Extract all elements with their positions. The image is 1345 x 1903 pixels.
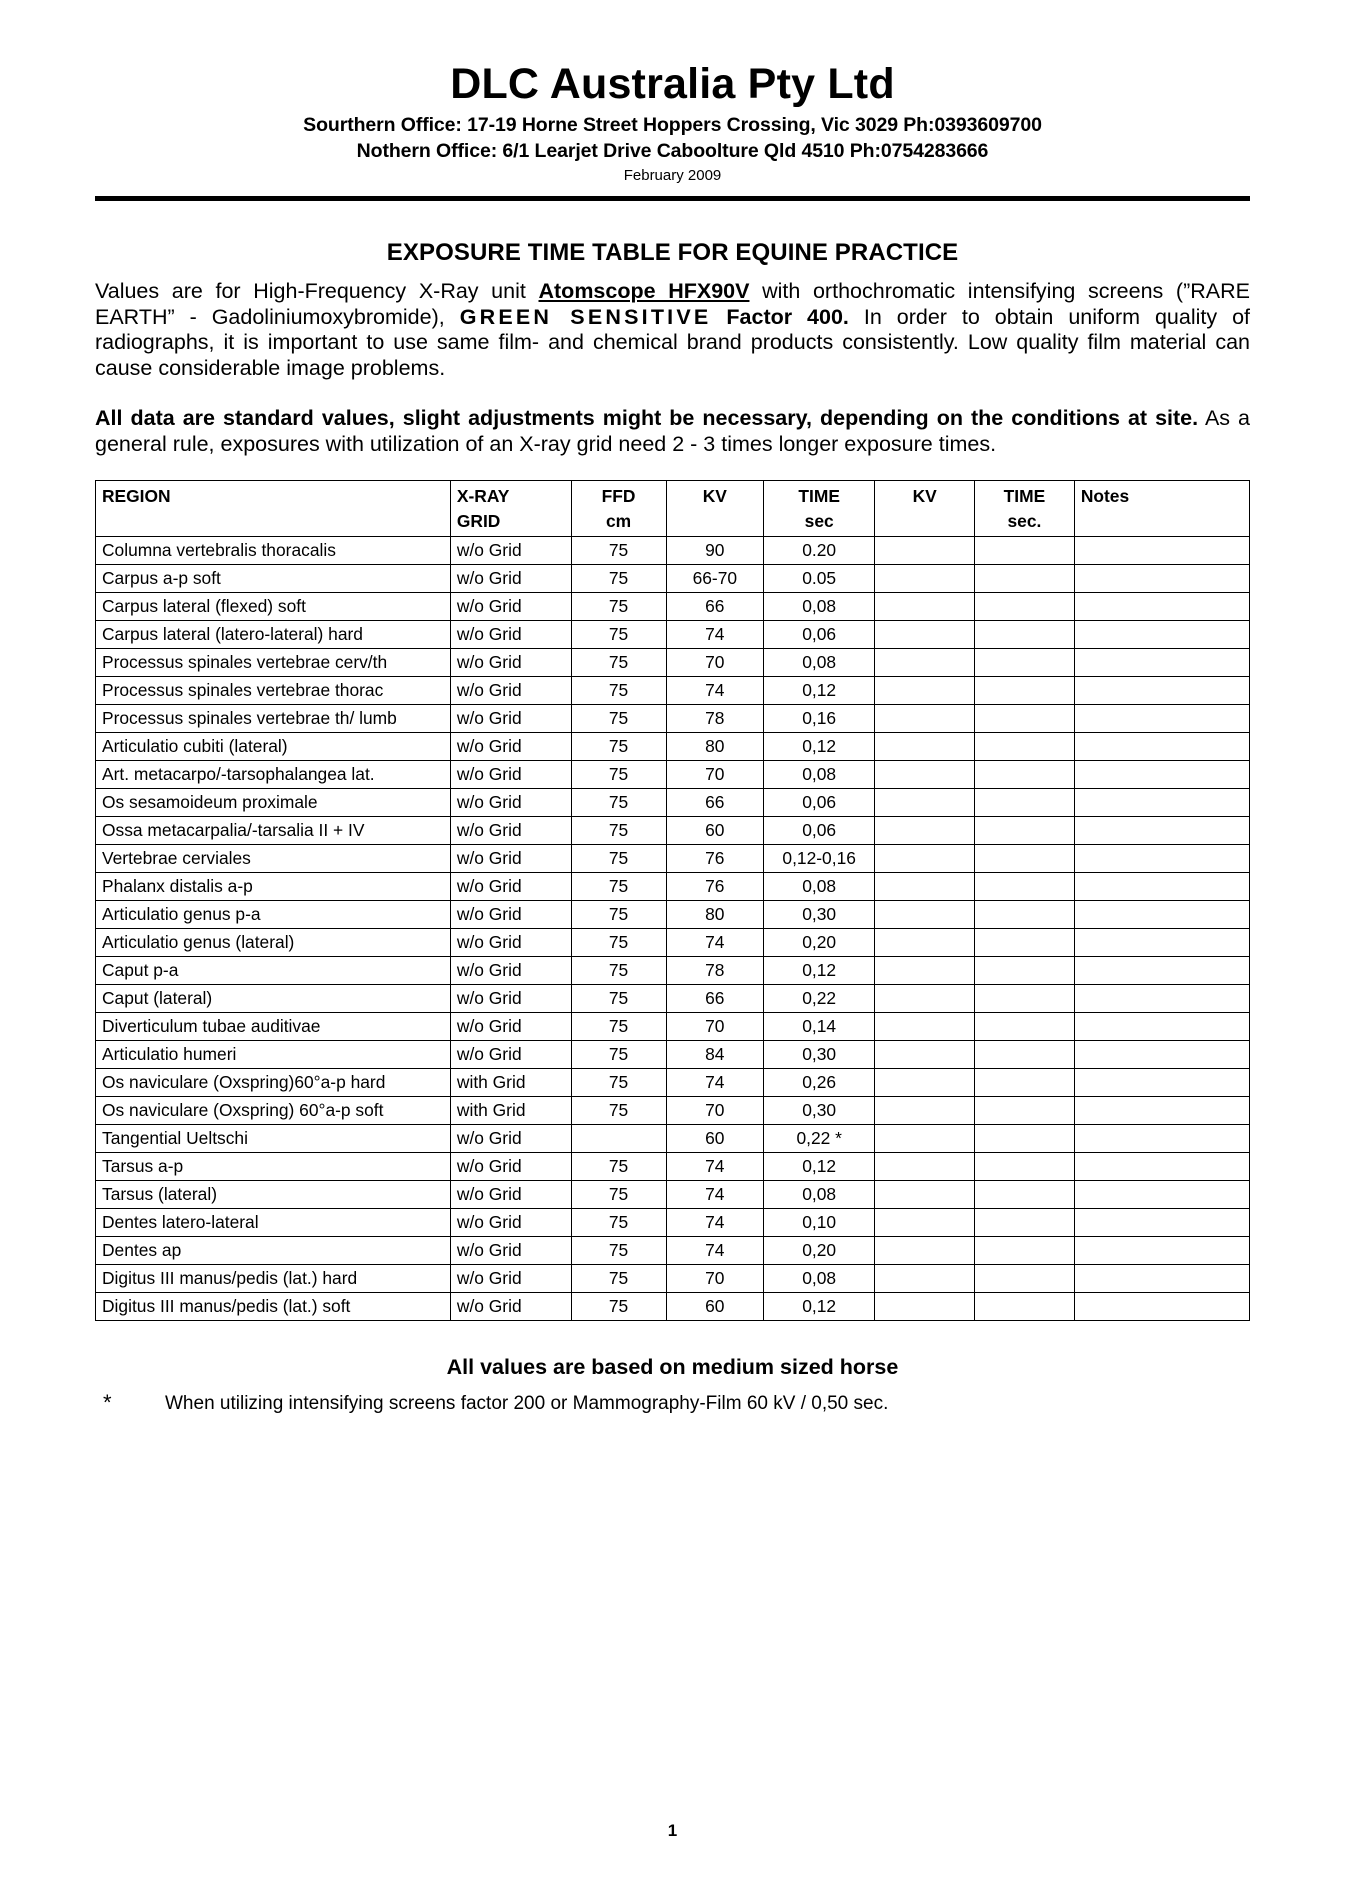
cell-region: Dentes ap <box>96 1236 451 1264</box>
cell-time-2 <box>975 984 1075 1012</box>
cell-time-1: 0,14 <box>764 1012 875 1040</box>
cell-time-2 <box>975 1152 1075 1180</box>
company-name: DLC Australia Pty Ltd <box>450 60 895 108</box>
cell-ffd: 75 <box>571 928 666 956</box>
cell-time-2 <box>975 592 1075 620</box>
notice-paragraph <box>95 406 1250 458</box>
cell-xray-grid: w/o Grid <box>450 536 571 564</box>
page-number: 1 <box>667 1821 678 1840</box>
intro-paragraph <box>95 279 1250 382</box>
cell-region: Articulatio cubiti (lateral) <box>96 732 451 760</box>
cell-notes <box>1074 900 1249 928</box>
cell-xray-grid: w/o Grid <box>450 900 571 928</box>
table-row <box>96 1040 1250 1068</box>
cell-ffd: 75 <box>571 564 666 592</box>
cell-ffd: 75 <box>571 620 666 648</box>
table-row <box>96 648 1250 676</box>
cell-region: Carpus a-p soft <box>96 564 451 592</box>
cell-region: Caput (lateral) <box>96 984 451 1012</box>
table-row <box>96 984 1250 1012</box>
table-row <box>96 1152 1250 1180</box>
cell-time-2 <box>975 928 1075 956</box>
cell-kv-1: 74 <box>666 1152 763 1180</box>
cell-time-1: 0,26 <box>764 1068 875 1096</box>
cell-kv-2 <box>875 1152 975 1180</box>
cell-time-1: 0,08 <box>764 760 875 788</box>
cell-time-1: 0,30 <box>764 1040 875 1068</box>
cell-time-1: 0,20 <box>764 1236 875 1264</box>
cell-notes <box>1074 592 1249 620</box>
cell-region: Phalanx distalis a-p <box>96 872 451 900</box>
table-row <box>96 928 1250 956</box>
cell-kv-1: 78 <box>666 704 763 732</box>
cell-ffd: 75 <box>571 1208 666 1236</box>
cell-region: Digitus III manus/pedis (lat.) hard <box>96 1264 451 1292</box>
cell-region: Os sesamoideum proximale <box>96 788 451 816</box>
cell-time-1: 0,08 <box>764 648 875 676</box>
cell-time-2 <box>975 1180 1075 1208</box>
cell-kv-1: 74 <box>666 1208 763 1236</box>
cell-kv-2 <box>875 1292 975 1320</box>
cell-kv-1: 70 <box>666 760 763 788</box>
cell-notes <box>1074 620 1249 648</box>
xray-grid-line1: X-RAY <box>456 485 510 506</box>
cell-xray-grid: w/o Grid <box>450 816 571 844</box>
table-row <box>96 900 1250 928</box>
cell-region: Processus spinales vertebrae cerv/th <box>96 648 451 676</box>
cell-time-1: 0,12 <box>764 732 875 760</box>
table-row <box>96 788 1250 816</box>
cell-kv-1: 66 <box>666 788 763 816</box>
table-row <box>96 676 1250 704</box>
cell-notes <box>1074 1040 1249 1068</box>
table-row <box>96 1180 1250 1208</box>
cell-kv-2 <box>875 928 975 956</box>
cell-time-1: 0,08 <box>764 872 875 900</box>
table-row <box>96 760 1250 788</box>
cell-region: Digitus III manus/pedis (lat.) soft <box>96 1292 451 1320</box>
cell-time-1: 0,12 <box>764 1292 875 1320</box>
cell-xray-grid: with Grid <box>450 1068 571 1096</box>
cell-region: Os naviculare (Oxspring)60°a-p hard <box>96 1068 451 1096</box>
table-row <box>96 956 1250 984</box>
cell-xray-grid: w/o Grid <box>450 788 571 816</box>
cell-kv-2 <box>875 620 975 648</box>
table-row <box>96 564 1250 592</box>
column-header-xray-grid <box>450 480 571 536</box>
xray-unit-name: Atomscope HFX90V <box>538 278 750 303</box>
table-row <box>96 1236 1250 1264</box>
cell-kv-2 <box>875 536 975 564</box>
cell-kv-1: 80 <box>666 732 763 760</box>
document-date: February 2009 <box>623 166 722 184</box>
cell-time-2 <box>975 1012 1075 1040</box>
cell-kv-1: 60 <box>666 816 763 844</box>
cell-notes <box>1074 1124 1249 1152</box>
cell-ffd: 75 <box>571 536 666 564</box>
cell-time-2 <box>975 1236 1075 1264</box>
cell-kv-2 <box>875 816 975 844</box>
cell-kv-2 <box>875 592 975 620</box>
cell-time-1: 0.20 <box>764 536 875 564</box>
cell-time-1: 0,08 <box>764 1180 875 1208</box>
cell-kv-1: 66 <box>666 984 763 1012</box>
cell-ffd: 75 <box>571 1096 666 1124</box>
column-header-notes: Notes <box>1074 480 1249 536</box>
cell-xray-grid: w/o Grid <box>450 704 571 732</box>
cell-kv-1: 90 <box>666 536 763 564</box>
column-header-time-2 <box>975 480 1075 536</box>
cell-time-1: 0,12 <box>764 956 875 984</box>
cell-region: Carpus lateral (latero-lateral) hard <box>96 620 451 648</box>
notice-bold-text: All data are standard values, slight adjustments might be necessary, depending on the conditions at site. <box>95 406 1199 431</box>
cell-time-2 <box>975 788 1075 816</box>
table-row <box>96 1208 1250 1236</box>
cell-ffd: 75 <box>571 1292 666 1320</box>
cell-kv-1: 80 <box>666 900 763 928</box>
cell-ffd: 75 <box>571 1152 666 1180</box>
cell-region: Carpus lateral (flexed) soft <box>96 592 451 620</box>
cell-region: Processus spinales vertebrae thorac <box>96 676 451 704</box>
cell-ffd: 75 <box>571 1040 666 1068</box>
cell-ffd: 75 <box>571 788 666 816</box>
cell-time-1: 0,10 <box>764 1208 875 1236</box>
cell-kv-1: 74 <box>666 620 763 648</box>
cell-xray-grid: w/o Grid <box>450 956 571 984</box>
cell-ffd: 75 <box>571 1264 666 1292</box>
cell-ffd: 75 <box>571 816 666 844</box>
column-header-kv-2: KV <box>875 480 975 536</box>
table-row <box>96 816 1250 844</box>
cell-xray-grid: w/o Grid <box>450 1208 571 1236</box>
cell-notes <box>1074 732 1249 760</box>
cell-ffd: 75 <box>571 648 666 676</box>
cell-time-2 <box>975 1096 1075 1124</box>
green-sensitive-label: GREEN SENSITIVE <box>459 304 712 329</box>
cell-time-1: 0,12 <box>764 676 875 704</box>
cell-ffd: 75 <box>571 676 666 704</box>
cell-time-2 <box>975 648 1075 676</box>
cell-kv-2 <box>875 648 975 676</box>
cell-time-1: 0,30 <box>764 900 875 928</box>
cell-time-1: 0,12-0,16 <box>764 844 875 872</box>
cell-xray-grid: w/o Grid <box>450 676 571 704</box>
time1-line2: sec <box>804 510 834 531</box>
cell-notes <box>1074 1208 1249 1236</box>
cell-kv-1: 70 <box>666 1264 763 1292</box>
cell-ffd: 75 <box>571 900 666 928</box>
cell-kv-1: 60 <box>666 1124 763 1152</box>
cell-region: Dentes latero-lateral <box>96 1208 451 1236</box>
cell-xray-grid: w/o Grid <box>450 620 571 648</box>
cell-notes <box>1074 928 1249 956</box>
cell-xray-grid: w/o Grid <box>450 1236 571 1264</box>
cell-kv-1: 74 <box>666 928 763 956</box>
cell-xray-grid: w/o Grid <box>450 760 571 788</box>
cell-kv-2 <box>875 1040 975 1068</box>
table-row <box>96 1012 1250 1040</box>
cell-xray-grid: w/o Grid <box>450 1180 571 1208</box>
cell-xray-grid: w/o Grid <box>450 984 571 1012</box>
cell-kv-1: 70 <box>666 1012 763 1040</box>
cell-kv-1: 74 <box>666 676 763 704</box>
header-divider <box>95 196 1250 201</box>
cell-kv-2 <box>875 1096 975 1124</box>
cell-ffd: 75 <box>571 704 666 732</box>
cell-ffd: 75 <box>571 1012 666 1040</box>
cell-ffd: 75 <box>571 844 666 872</box>
table-header-row <box>96 480 1250 536</box>
table-row <box>96 1292 1250 1320</box>
cell-kv-2 <box>875 1012 975 1040</box>
table-row <box>96 704 1250 732</box>
table-row <box>96 872 1250 900</box>
cell-kv-2 <box>875 564 975 592</box>
cell-kv-2 <box>875 676 975 704</box>
cell-notes <box>1074 844 1249 872</box>
column-header-region: REGION <box>96 480 451 536</box>
intro-text-3 <box>711 305 726 329</box>
cell-notes <box>1074 564 1249 592</box>
cell-region: Art. metacarpo/-tarsophalangea lat. <box>96 760 451 788</box>
cell-notes <box>1074 676 1249 704</box>
table-row <box>96 1068 1250 1096</box>
cell-time-2 <box>975 564 1075 592</box>
cell-time-2 <box>975 1040 1075 1068</box>
cell-ffd: 75 <box>571 732 666 760</box>
cell-ffd: 75 <box>571 592 666 620</box>
cell-notes <box>1074 1068 1249 1096</box>
time2-line2: sec. <box>1007 510 1042 531</box>
time1-line1: TIME <box>798 485 840 506</box>
time2-line1: TIME <box>1003 485 1046 506</box>
cell-time-1: 0,12 <box>764 1152 875 1180</box>
cell-xray-grid: w/o Grid <box>450 928 571 956</box>
table-row <box>96 844 1250 872</box>
column-header-ffd <box>571 480 666 536</box>
footnote-asterisk: * <box>103 1389 112 1415</box>
exposure-time-table <box>95 480 1250 1321</box>
cell-time-2 <box>975 760 1075 788</box>
notice-rest-text: As a general rule, exposures with utilization of an X-ray grid need 2 - 3 times longer exposure times. <box>95 406 1251 456</box>
column-header-kv-1: KV <box>666 480 763 536</box>
cell-time-2 <box>975 816 1075 844</box>
cell-ffd <box>571 1124 666 1152</box>
cell-notes <box>1074 1236 1249 1264</box>
footnote-block <box>95 1389 1250 1416</box>
northern-office-line: Nothern Office: 6/1 Learjet Drive Caboolture Qld 4510 Ph:0754283666 <box>356 139 989 162</box>
cell-time-1: 0.05 <box>764 564 875 592</box>
cell-notes <box>1074 704 1249 732</box>
cell-kv-2 <box>875 872 975 900</box>
letterhead <box>95 62 1250 186</box>
factor-label: Factor 400. <box>726 304 849 329</box>
cell-kv-2 <box>875 1180 975 1208</box>
cell-ffd: 75 <box>571 1180 666 1208</box>
cell-kv-2 <box>875 732 975 760</box>
cell-notes <box>1074 648 1249 676</box>
cell-notes <box>1074 1264 1249 1292</box>
cell-kv-2 <box>875 956 975 984</box>
xray-grid-line2: GRID <box>456 510 501 531</box>
cell-notes <box>1074 788 1249 816</box>
cell-notes <box>1074 1180 1249 1208</box>
cell-time-1: 0,16 <box>764 704 875 732</box>
cell-time-2 <box>975 956 1075 984</box>
cell-xray-grid: w/o Grid <box>450 872 571 900</box>
cell-kv-2 <box>875 1208 975 1236</box>
cell-kv-1: 76 <box>666 844 763 872</box>
cell-kv-1: 74 <box>666 1236 763 1264</box>
cell-region: Tarsus a-p <box>96 1152 451 1180</box>
cell-time-2 <box>975 620 1075 648</box>
intro-text-4: In order to obtain uniform quality of radiographs, it is important to use same film- and chemical brand products consistently. Low quality film material can cause considerable image problems. <box>95 304 1251 381</box>
cell-kv-2 <box>875 1068 975 1096</box>
cell-time-2 <box>975 1208 1075 1236</box>
cell-kv-1: 66 <box>666 592 763 620</box>
cell-time-2 <box>975 536 1075 564</box>
cell-kv-2 <box>875 1124 975 1152</box>
cell-xray-grid: w/o Grid <box>450 1292 571 1320</box>
cell-time-2 <box>975 704 1075 732</box>
cell-time-2 <box>975 900 1075 928</box>
cell-region: Tangential Ueltschi <box>96 1124 451 1152</box>
cell-region: Vertebrae cerviales <box>96 844 451 872</box>
cell-xray-grid: w/o Grid <box>450 592 571 620</box>
cell-time-2 <box>975 676 1075 704</box>
medium-horse-note: All values are based on medium sized horse <box>446 1354 899 1379</box>
table-row <box>96 1264 1250 1292</box>
cell-time-1: 0,08 <box>764 1264 875 1292</box>
cell-time-1: 0,06 <box>764 620 875 648</box>
cell-notes <box>1074 956 1249 984</box>
cell-xray-grid: w/o Grid <box>450 732 571 760</box>
ffd-line2: cm <box>605 510 632 531</box>
cell-time-1: 0,22 <box>764 984 875 1012</box>
table-row <box>96 1124 1250 1152</box>
cell-xray-grid: with Grid <box>450 1096 571 1124</box>
cell-region: Articulatio humeri <box>96 1040 451 1068</box>
cell-xray-grid: w/o Grid <box>450 844 571 872</box>
cell-notes <box>1074 1012 1249 1040</box>
cell-kv-2 <box>875 704 975 732</box>
cell-region: Tarsus (lateral) <box>96 1180 451 1208</box>
cell-region: Processus spinales vertebrae th/ lumb <box>96 704 451 732</box>
cell-kv-2 <box>875 760 975 788</box>
table-row <box>96 732 1250 760</box>
cell-region: Ossa metacarpalia/-tarsalia II + IV <box>96 816 451 844</box>
cell-region: Articulatio genus (lateral) <box>96 928 451 956</box>
cell-ffd: 75 <box>571 1068 666 1096</box>
cell-kv-2 <box>875 844 975 872</box>
cell-notes <box>1074 1152 1249 1180</box>
cell-notes <box>1074 1096 1249 1124</box>
cell-kv-2 <box>875 900 975 928</box>
cell-xray-grid: w/o Grid <box>450 564 571 592</box>
cell-xray-grid: w/o Grid <box>450 1012 571 1040</box>
cell-kv-2 <box>875 788 975 816</box>
cell-time-2 <box>975 1124 1075 1152</box>
cell-kv-2 <box>875 984 975 1012</box>
cell-kv-2 <box>875 1236 975 1264</box>
cell-time-2 <box>975 1292 1075 1320</box>
cell-time-1: 0,22 * <box>764 1124 875 1152</box>
cell-ffd: 75 <box>571 984 666 1012</box>
cell-time-1: 0,20 <box>764 928 875 956</box>
cell-time-1: 0,08 <box>764 592 875 620</box>
cell-kv-1: 84 <box>666 1040 763 1068</box>
table-row <box>96 1096 1250 1124</box>
cell-xray-grid: w/o Grid <box>450 1124 571 1152</box>
cell-ffd: 75 <box>571 760 666 788</box>
cell-time-2 <box>975 1264 1075 1292</box>
intro-text-2: with orthochromatic intensifying screens (”RARE EARTH” - Gadoliniumoxybromide), <box>95 278 1250 329</box>
cell-region: Columna vertebralis thoracalis <box>96 536 451 564</box>
column-header-time-1 <box>764 480 875 536</box>
cell-kv-1: 66-70 <box>666 564 763 592</box>
cell-kv-1: 74 <box>666 1068 763 1096</box>
cell-kv-1: 60 <box>666 1292 763 1320</box>
cell-time-2 <box>975 872 1075 900</box>
cell-notes <box>1074 1292 1249 1320</box>
cell-xray-grid: w/o Grid <box>450 1040 571 1068</box>
cell-ffd: 75 <box>571 956 666 984</box>
cell-notes <box>1074 536 1249 564</box>
ffd-line1: FFD <box>601 485 636 506</box>
table-row <box>96 620 1250 648</box>
cell-kv-1: 70 <box>666 648 763 676</box>
cell-region: Os naviculare (Oxspring) 60°a-p soft <box>96 1096 451 1124</box>
cell-kv-1: 76 <box>666 872 763 900</box>
cell-ffd: 75 <box>571 1236 666 1264</box>
southern-office-line: Sourthern Office: 17-19 Horne Street Hoppers Crossing, Vic 3029 Ph:0393609700 <box>303 114 1042 137</box>
cell-time-2 <box>975 1068 1075 1096</box>
cell-kv-1: 70 <box>666 1096 763 1124</box>
cell-time-2 <box>975 732 1075 760</box>
cell-notes <box>1074 984 1249 1012</box>
cell-xray-grid: w/o Grid <box>450 648 571 676</box>
table-body <box>96 536 1250 1320</box>
cell-notes <box>1074 872 1249 900</box>
cell-notes <box>1074 816 1249 844</box>
cell-kv-1: 78 <box>666 956 763 984</box>
cell-time-1: 0,06 <box>764 788 875 816</box>
cell-kv-2 <box>875 1264 975 1292</box>
cell-xray-grid: w/o Grid <box>450 1152 571 1180</box>
cell-time-2 <box>975 844 1075 872</box>
cell-notes <box>1074 760 1249 788</box>
cell-region: Articulatio genus p-a <box>96 900 451 928</box>
cell-region: Caput p-a <box>96 956 451 984</box>
intro-text-1: Values are for High-Frequency X-Ray unit <box>95 278 539 303</box>
cell-region: Diverticulum tubae auditivae <box>96 1012 451 1040</box>
cell-time-1: 0,30 <box>764 1096 875 1124</box>
cell-time-1: 0,06 <box>764 816 875 844</box>
cell-ffd: 75 <box>571 872 666 900</box>
cell-kv-1: 74 <box>666 1180 763 1208</box>
table-row <box>96 536 1250 564</box>
page-title: EXPOSURE TIME TABLE FOR EQUINE PRACTICE <box>386 238 959 266</box>
table-row <box>96 592 1250 620</box>
footnote-text: When utilizing intensifying screens factor 200 or Mammography-Film 60 kV / 0,50 sec. <box>165 1392 889 1414</box>
cell-xray-grid: w/o Grid <box>450 1264 571 1292</box>
